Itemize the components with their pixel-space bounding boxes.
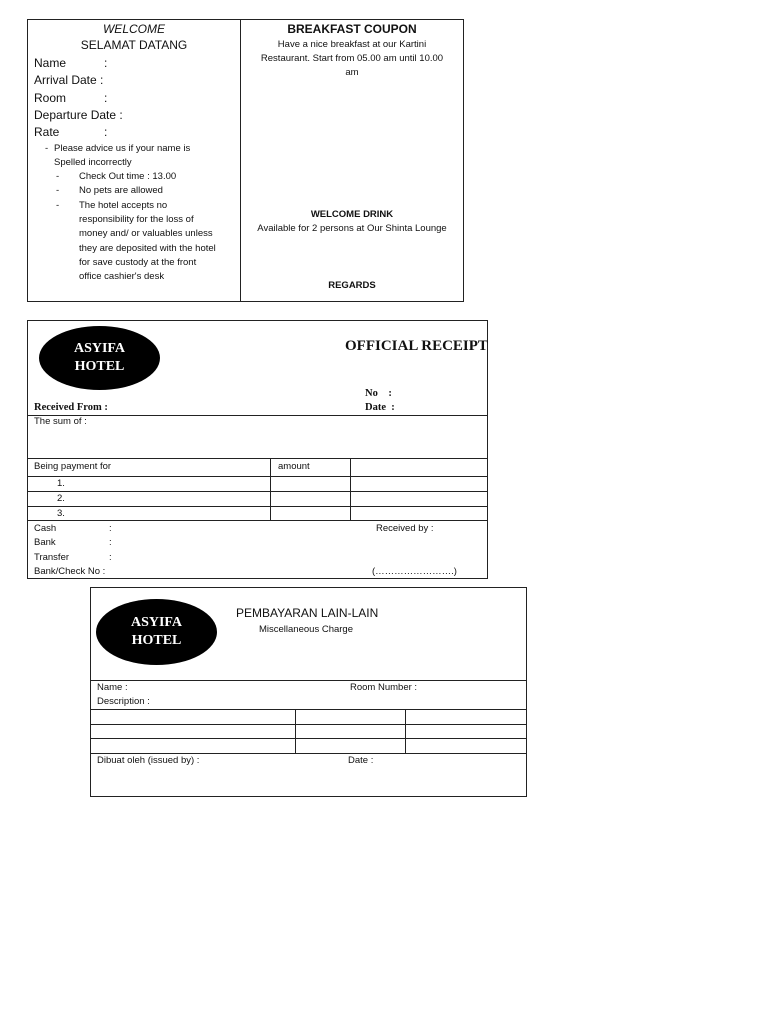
note-line: No pets are allowed <box>79 185 163 196</box>
receipt-column-divider <box>270 458 271 520</box>
item-number: 3. <box>57 508 65 519</box>
receipt-title: OFFICIAL RECEIPT <box>345 338 488 354</box>
field-name-colon: : <box>104 56 108 70</box>
note-line: they are deposited with the hotel <box>79 243 216 254</box>
logo-line: ASYIFA <box>130 615 183 630</box>
welcome-drink-title: WELCOME DRINK <box>310 209 394 220</box>
note-line: for save custody at the front <box>79 257 197 268</box>
field-rate-label: Rate <box>34 125 60 139</box>
method-label: Bank/Check No : <box>34 566 106 577</box>
field-room-label: Room <box>34 91 67 105</box>
item-number: 2. <box>57 493 65 504</box>
misc-name-label: Name : <box>97 682 128 693</box>
note-line: office cashier's desk <box>79 271 165 282</box>
receipt-rule <box>27 520 488 521</box>
hotel-logo <box>96 599 217 665</box>
logo-line: HOTEL <box>131 633 182 648</box>
method-label: Bank <box>34 537 56 548</box>
note-line: Spelled incorrectly <box>54 157 132 168</box>
regards-text: REGARDS <box>328 280 376 291</box>
receipt-rule <box>27 458 488 459</box>
amount-header: amount <box>278 461 310 472</box>
misc-rule <box>90 724 527 725</box>
receipt-rule <box>27 476 488 477</box>
note-bullet: - <box>45 143 49 154</box>
coupon-title: BREAKFAST COUPON <box>287 22 417 36</box>
receipt-column-divider <box>350 458 351 520</box>
method-colon: : <box>109 523 112 534</box>
receipt-date-label: Date : <box>365 402 395 413</box>
note-line: Please advice us if your name is <box>54 143 191 154</box>
field-departure-label: Departure Date : <box>34 108 123 122</box>
method-colon: : <box>109 552 112 563</box>
receipt-no-label: No : <box>365 388 392 399</box>
receipt-rule <box>27 491 488 492</box>
note-bullet: - <box>56 171 60 182</box>
misc-rule <box>90 680 527 681</box>
logo-line: HOTEL <box>74 359 125 374</box>
field-name-label: Name <box>34 56 67 70</box>
field-room-colon: : <box>104 91 108 105</box>
misc-date-label: Date : <box>348 755 374 766</box>
misc-rule <box>90 709 527 710</box>
note-line: responsibility for the loss of <box>79 214 194 225</box>
note-line: Check Out time : 13.00 <box>79 171 177 182</box>
misc-description-label: Description : <box>97 696 150 707</box>
welcome-drink-desc: Available for 2 persons at Our Shinta Lounge <box>257 223 447 234</box>
issued-by-label: Dibuat oleh (issued by) : <box>97 755 200 766</box>
misc-subtitle: Miscellaneous Charge <box>259 624 353 635</box>
receipt-rule <box>27 506 488 507</box>
coupon-desc-line: Have a nice breakfast at our Kartini <box>277 39 427 50</box>
item-number: 1. <box>57 478 65 489</box>
misc-column-divider <box>295 709 296 753</box>
receipt-rule <box>27 415 488 416</box>
note-bullet: - <box>56 185 60 196</box>
welcome-heading: WELCOME <box>102 22 165 36</box>
misc-rule <box>90 738 527 739</box>
coupon-desc-line: Restaurant. Start from 05.00 am until 10.00 <box>260 53 444 64</box>
hotel-logo <box>39 326 160 390</box>
selamat-datang-heading: SELAMAT DATANG <box>80 38 188 52</box>
misc-rule <box>90 753 527 754</box>
field-rate-colon: : <box>104 125 108 139</box>
received-from-label: Received From : <box>34 402 108 413</box>
received-by-label: Received by : <box>376 523 434 534</box>
note-line: money and/ or valuables unless <box>79 228 213 239</box>
sum-of-label: The sum of : <box>34 416 87 427</box>
logo-line: ASYIFA <box>73 341 126 356</box>
misc-room-number-label: Room Number : <box>350 682 418 693</box>
coupon-desc-line: am <box>345 67 359 78</box>
misc-column-divider <box>405 709 406 753</box>
note-line: The hotel accepts no <box>79 200 168 211</box>
method-label: Cash <box>34 523 57 534</box>
method-label: Transfer <box>34 552 70 563</box>
method-colon: : <box>109 537 112 548</box>
being-payment-header: Being payment for <box>34 461 112 472</box>
field-arrival-label: Arrival Date : <box>34 73 104 87</box>
note-bullet: - <box>56 200 60 211</box>
signature-line: (…………………….) <box>372 566 457 577</box>
misc-title: PEMBAYARAN LAIN-LAIN <box>236 606 379 620</box>
